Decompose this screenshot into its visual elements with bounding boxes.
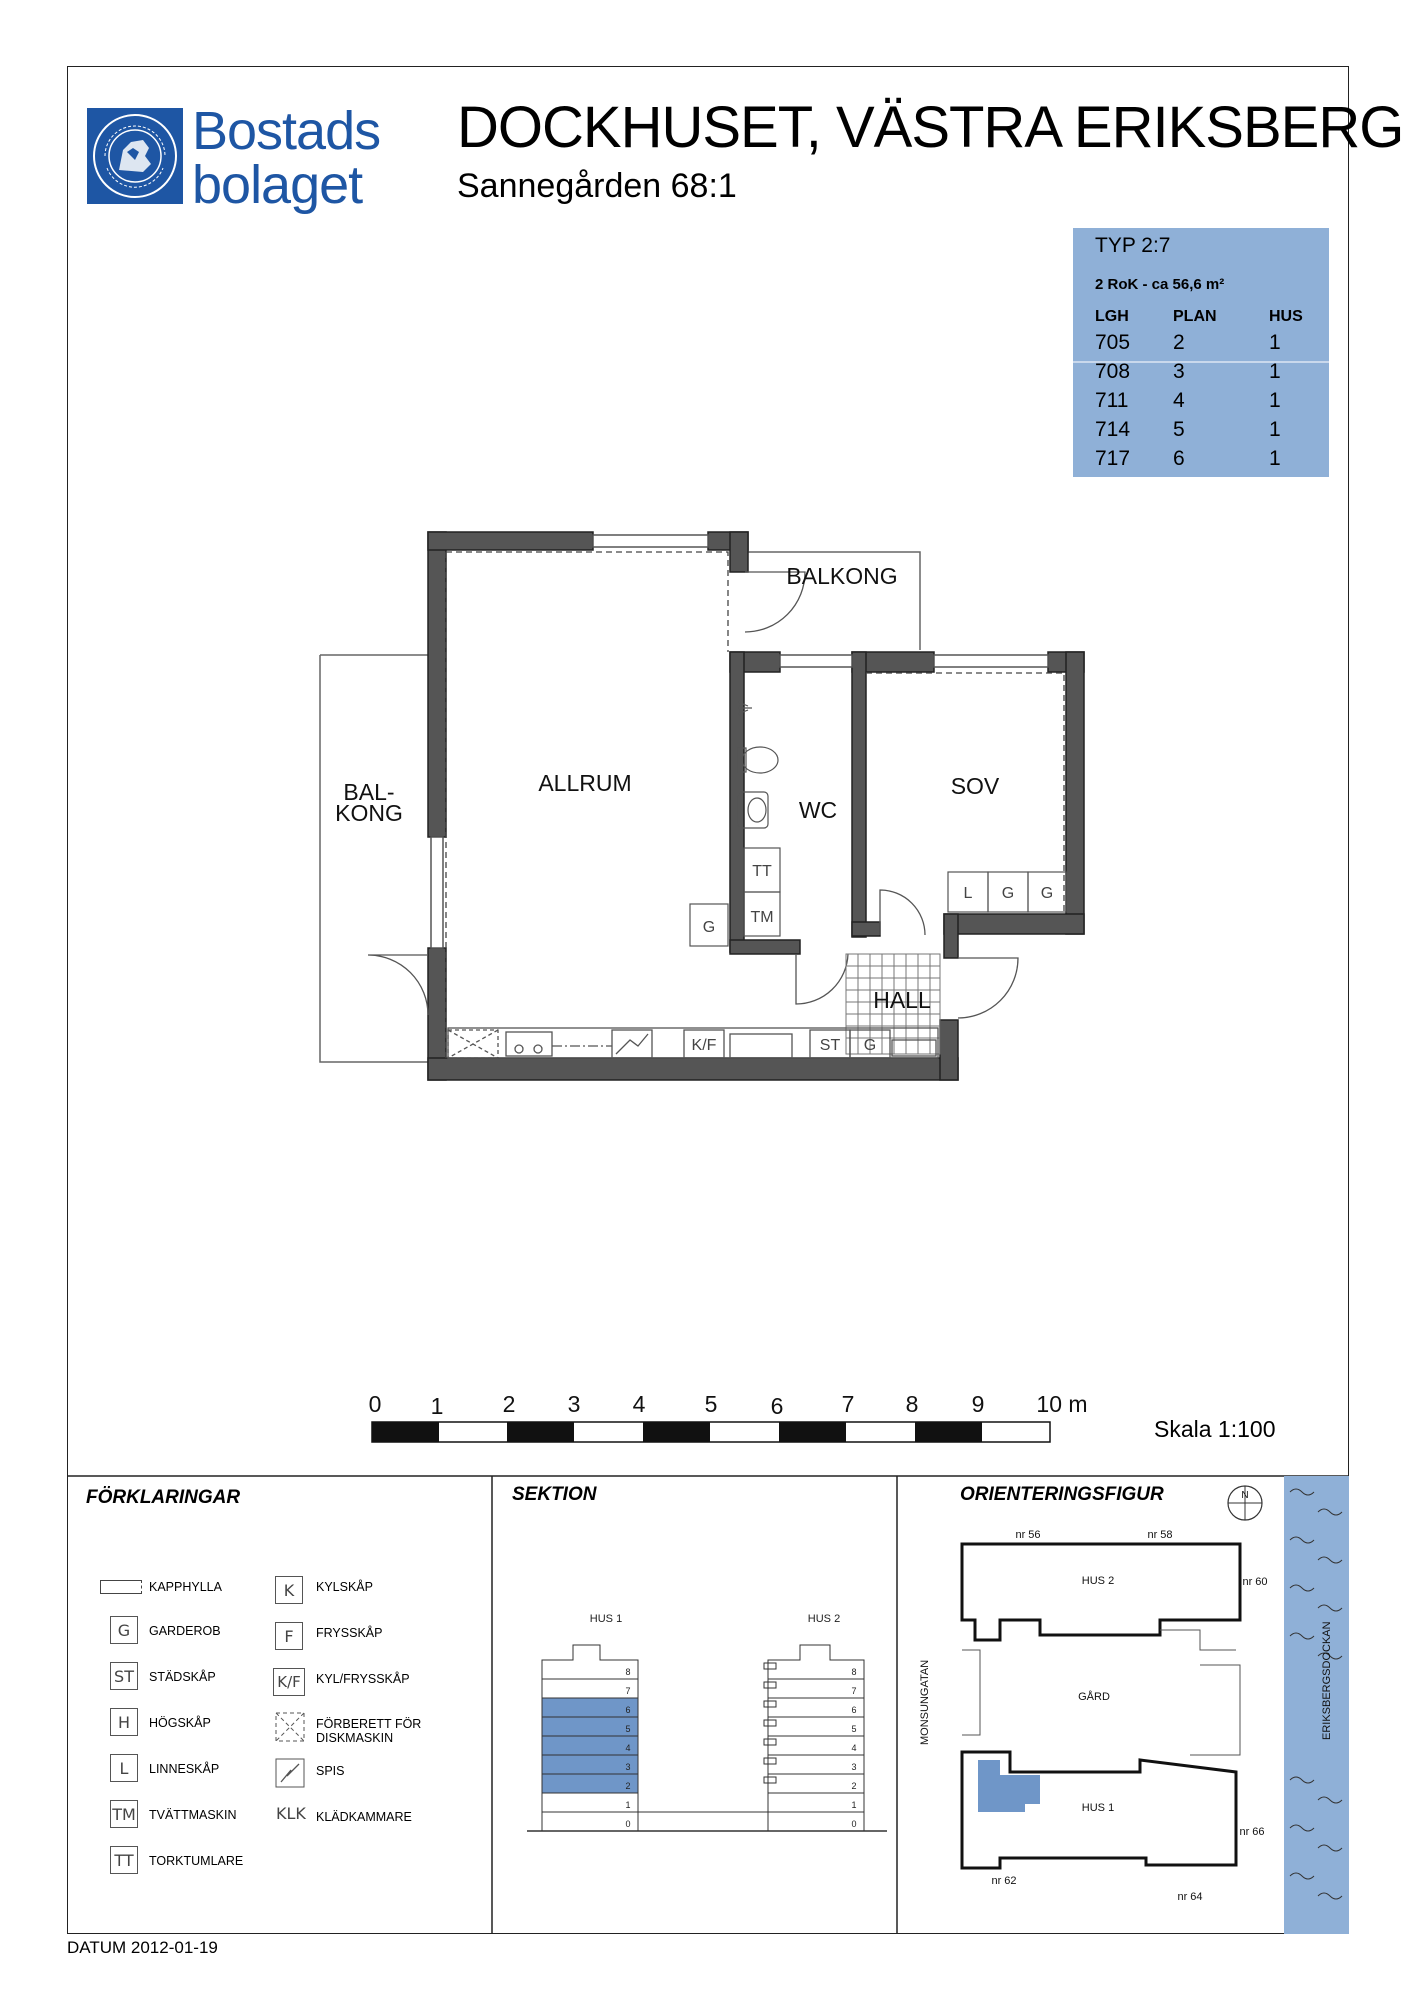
- unit-row: 717 6 1: [1095, 447, 1281, 470]
- svg-text:10 m: 10 m: [1036, 1391, 1088, 1417]
- legend-symbol: K/F: [273, 1668, 305, 1696]
- svg-text:8: 8: [625, 1667, 631, 1677]
- svg-text:6: 6: [851, 1705, 857, 1715]
- g-label: G: [863, 1037, 877, 1054]
- water-area: [1284, 1476, 1349, 1934]
- svg-text:nr 66: nr 66: [1239, 1826, 1265, 1838]
- scale-label: Skala 1:100: [1154, 1416, 1276, 1442]
- svg-text:GÅRD: GÅRD: [1078, 1691, 1110, 1703]
- section-hus1: HUS 1: [589, 1613, 623, 1625]
- svg-text:5: 5: [704, 1391, 718, 1417]
- g-label: G: [702, 919, 716, 936]
- col-plan: PLAN: [1173, 308, 1217, 325]
- orientation-title: ORIENTERINGSFIGUR: [960, 1484, 1164, 1505]
- svg-text:5: 5: [851, 1724, 857, 1734]
- page-subtitle: Sannegården 68:1: [457, 167, 737, 205]
- monsungatan-label: MONSUNGATAN: [919, 1659, 931, 1745]
- room-allrum: ALLRUM: [538, 770, 632, 796]
- section-hus2: HUS 2: [807, 1613, 841, 1625]
- col-lgh: LGH: [1095, 308, 1129, 325]
- legend-symbol: KLK: [276, 1804, 306, 1823]
- legend-label: KYL/FRYSSKÅP: [316, 1672, 410, 1686]
- l-label: L: [963, 885, 973, 902]
- legend-label: TVÄTTMASKIN: [149, 1808, 237, 1822]
- legend-label: KAPPHYLLA: [149, 1580, 222, 1594]
- svg-text:HUS 2: HUS 2: [1081, 1575, 1115, 1587]
- svg-text:7: 7: [851, 1686, 857, 1696]
- legend-label: KLÄDKAMMARE: [316, 1810, 412, 1824]
- legend-symbol: TT: [110, 1846, 138, 1874]
- type-size: 2 RoK - ca 56,6 m²: [1095, 276, 1225, 293]
- tm-label: TM: [750, 909, 774, 926]
- col-hus: HUS: [1269, 308, 1303, 325]
- svg-text:3: 3: [567, 1391, 581, 1417]
- svg-text:4: 4: [632, 1391, 646, 1417]
- legend-symbol: L: [110, 1754, 138, 1782]
- svg-text:nr 56: nr 56: [1015, 1529, 1041, 1541]
- svg-text:2: 2: [851, 1781, 857, 1791]
- legend-label: KYLSKÅP: [316, 1580, 373, 1594]
- type-title: TYP 2:7: [1095, 234, 1171, 257]
- svg-text:1: 1: [625, 1800, 631, 1810]
- svg-text:9: 9: [971, 1391, 985, 1417]
- svg-text:HUS 1: HUS 1: [1081, 1802, 1115, 1814]
- room-balkong-left-2: KONG: [335, 800, 403, 826]
- svg-text:4: 4: [625, 1743, 631, 1753]
- legend-symbol: F: [275, 1622, 303, 1650]
- legend-symbol: H: [110, 1708, 138, 1736]
- legend-label: FRYSSKÅP: [316, 1626, 383, 1640]
- unit-row: 714 5 1: [1095, 418, 1281, 441]
- legend-label: SPIS: [316, 1764, 345, 1778]
- unit-row: 708 3 1: [1095, 360, 1281, 383]
- logo-word-1: Bostads: [192, 101, 381, 161]
- legend-symbol: G: [110, 1616, 138, 1644]
- legend-symbol: K: [275, 1576, 303, 1604]
- room-sov: SOV: [950, 773, 1000, 799]
- svg-text:4: 4: [851, 1743, 857, 1753]
- svg-text:2: 2: [625, 1781, 631, 1791]
- footer-date: DATUM 2012-01-19: [67, 1938, 218, 1957]
- st-label: ST: [819, 1037, 841, 1054]
- g-label: G: [1040, 885, 1054, 902]
- svg-text:1: 1: [430, 1393, 444, 1419]
- unit-row: 711 4 1: [1095, 389, 1281, 412]
- kf-label: K/F: [691, 1037, 717, 1054]
- g-label: G: [1001, 885, 1015, 902]
- legend-title: FÖRKLARINGAR: [86, 1487, 241, 1508]
- legend-label: TORKTUMLARE: [149, 1854, 244, 1868]
- svg-text:0: 0: [368, 1391, 382, 1417]
- legend-label: LINNESKÅP: [149, 1762, 220, 1776]
- svg-text:nr 64: nr 64: [1177, 1891, 1203, 1903]
- svg-text:3: 3: [625, 1762, 631, 1772]
- eriksbergsdockan-label: ERIKSBERGSDOCKAN: [1321, 1621, 1333, 1740]
- legend-label: HÖGSKÅP: [149, 1716, 211, 1730]
- svg-text:3: 3: [851, 1762, 857, 1772]
- legend-symbol: ST: [110, 1662, 138, 1690]
- svg-text:nr 62: nr 62: [991, 1875, 1017, 1887]
- room-wc: WC: [798, 797, 838, 823]
- page-title: DOCKHUSET, VÄSTRA ERIKSBERG: [457, 95, 1404, 160]
- svg-text:1: 1: [851, 1800, 857, 1810]
- svg-text:nr 60: nr 60: [1242, 1576, 1268, 1588]
- svg-text:6: 6: [770, 1393, 784, 1419]
- legend-label: STÄDSKÅP: [149, 1670, 216, 1684]
- legend-symbol: TM: [110, 1800, 138, 1828]
- svg-text:7: 7: [841, 1391, 855, 1417]
- unit-row: 705 2 1: [1095, 331, 1281, 354]
- room-hall: HALL: [873, 987, 931, 1013]
- svg-text:N: N: [1241, 1490, 1249, 1501]
- section-title: SEKTION: [512, 1484, 597, 1505]
- legend-label: DISKMASKIN: [316, 1731, 394, 1745]
- svg-text:8: 8: [905, 1391, 919, 1417]
- room-balkong-left-1: BAL-: [343, 779, 395, 805]
- legend-label: FÖRBERETT FÖR: [316, 1717, 422, 1731]
- svg-text:2: 2: [502, 1391, 516, 1417]
- north-arrow-icon: [1228, 1486, 1262, 1520]
- svg-text:5: 5: [625, 1724, 631, 1734]
- logo-word-2: bolaget: [192, 155, 363, 215]
- svg-text:0: 0: [625, 1819, 631, 1829]
- svg-text:0: 0: [851, 1819, 857, 1829]
- svg-text:7: 7: [625, 1686, 631, 1696]
- legend-label: GARDEROB: [149, 1624, 221, 1638]
- svg-text:8: 8: [851, 1667, 857, 1677]
- tt-label: TT: [752, 863, 772, 880]
- room-balkong-top: BALKONG: [786, 563, 898, 589]
- svg-text:nr 58: nr 58: [1147, 1529, 1173, 1541]
- svg-text:6: 6: [625, 1705, 631, 1715]
